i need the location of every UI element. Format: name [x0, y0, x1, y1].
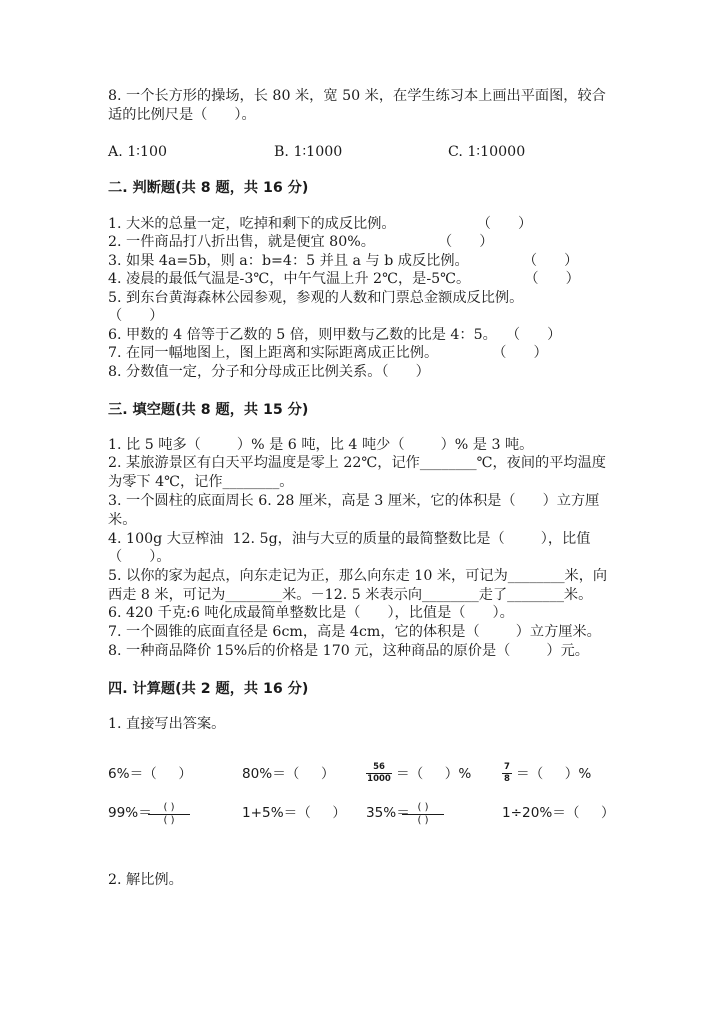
fill-item-3-line1: 3. 一个圆柱的底面周长 6. 28 厘米，高是 3 厘米，它的体积是（ ）立方厘: [108, 493, 600, 509]
calc-a4-rest: ＝（ ）%: [516, 766, 592, 782]
fill-item-7: 7. 一个圆锥的底面直径是 6cm，高是 4cm，它的体积是（ ）立方厘米。: [108, 624, 601, 640]
fill-item-1: 1. 比 5 吨多（ ）% 是 6 吨，比 4 吨少（ ）% 是 3 吨。: [108, 437, 534, 453]
fill-item-4-line1: 4. 100g 大豆榨油 12. 5g，油与大豆的质量的最简整数比是（ ），比值: [108, 531, 591, 547]
judge-item-4: 4. 凌晨的最低气温是-3℃，中午气温上升 2℃，是-5℃。 （ ）: [108, 271, 580, 287]
judge-item-2: 2. 一件商品打八折出售，就是便宜 80%。 （ ）: [108, 234, 494, 250]
judge-item-7: 7. 在同一幅地图上，图上距离和实际距离成正比例。 （ ）: [108, 345, 548, 361]
calc-a3-numerator: 56: [373, 762, 385, 772]
fill-item-3-line2: 米。: [108, 512, 137, 528]
q8-option-a: A. 1∶100: [108, 144, 168, 160]
calc-a3-fraction: [366, 763, 392, 783]
section3-heading: 三. 填空题(共 8 题，共 15 分): [108, 402, 309, 418]
judge-item-5: 5. 到东台黄海森林公园参观，参观的人数和门票总金额成反比例。: [108, 290, 524, 306]
fill-item-5-line2: 西走 8 米，可记为________米。－12. 5 米表示向________走了________米。: [108, 587, 593, 603]
calc-b1-fraction: [148, 803, 190, 826]
q8-option-c: C. 1∶10000: [448, 144, 526, 160]
calc-sub2: 2. 解比例。: [108, 872, 183, 888]
fill-item-8: 8. 一种商品降价 15%后的价格是 170 元，这种商品的原价是（ ）元。: [108, 643, 589, 659]
calc-b4: 1÷20%＝（ ）: [502, 805, 615, 821]
section2-heading: 二. 判断题(共 8 题，共 16 分): [108, 180, 309, 196]
blank-numerator: ( ): [417, 802, 429, 813]
calc-a4-fraction: [502, 763, 512, 783]
calc-b3-left: 35%＝: [366, 805, 410, 821]
blank-denominator: ( ): [163, 815, 175, 826]
calc-a3-denominator: 1000: [367, 773, 391, 784]
section4-heading: 四. 计算题(共 2 题，共 16 分): [108, 681, 309, 697]
judge-item-8: 8. 分数值一定，分子和分母成正比例关系。（ ）: [108, 364, 430, 380]
blank-numerator: ( ): [163, 802, 175, 813]
judge-item-1: 1. 大米的总量一定，吃掉和剩下的成反比例。 （ ）: [108, 216, 533, 232]
calc-a2: 80%＝（ ）: [242, 766, 335, 782]
calc-b1-left: 99%＝: [108, 805, 152, 821]
calc-b2: 1+5%＝（ ）: [242, 805, 346, 821]
fill-item-5-line1: 5. 以你的家为起点，向东走记为正，那么向东走 10 米，可记为________米，向: [108, 568, 608, 584]
fill-item-2-line1: 2. 某旅游景区有白天平均温度是零上 22℃，记作________℃，夜间的平均温度: [108, 455, 606, 471]
fill-item-4-line2: （ ）。: [108, 549, 171, 565]
fill-item-6: 6. 420 千克:6 吨化成最简单整数比是（ ），比值是（ ）。: [108, 605, 514, 621]
blank-denominator: ( ): [417, 815, 429, 826]
calc-a4-denominator: 8: [504, 773, 510, 784]
calc-a1: 6%＝（ ）: [108, 766, 192, 782]
q8-option-b: B. 1∶1000: [274, 144, 343, 160]
judge-item-3: 3. 如果 4a=5b，则 a：b=4：5 并且 a 与 b 成反比例。 （ ）: [108, 253, 579, 269]
q8-line1: 8. 一个长方形的操场，长 80 米，宽 50 米，在学生练习本上画出平面图，较合: [108, 88, 606, 104]
calc-a4-numerator: 7: [504, 762, 510, 772]
calc-a3-rest: ＝（ ）%: [396, 766, 472, 782]
judge-item-6: 6. 甲数的 4 倍等于乙数的 5 倍，则甲数与乙数的比是 4：5。 （ ）: [108, 327, 562, 343]
fill-item-2-line2: 为零下 4℃，记作________。: [108, 474, 294, 490]
judge-item-5-paren: （ ）: [108, 308, 164, 324]
calc-b3-fraction: [402, 803, 444, 826]
q8-line2: 适的比例尺是（ ）。: [108, 107, 256, 123]
calc-sub1: 1. 直接写出答案。: [108, 716, 226, 732]
